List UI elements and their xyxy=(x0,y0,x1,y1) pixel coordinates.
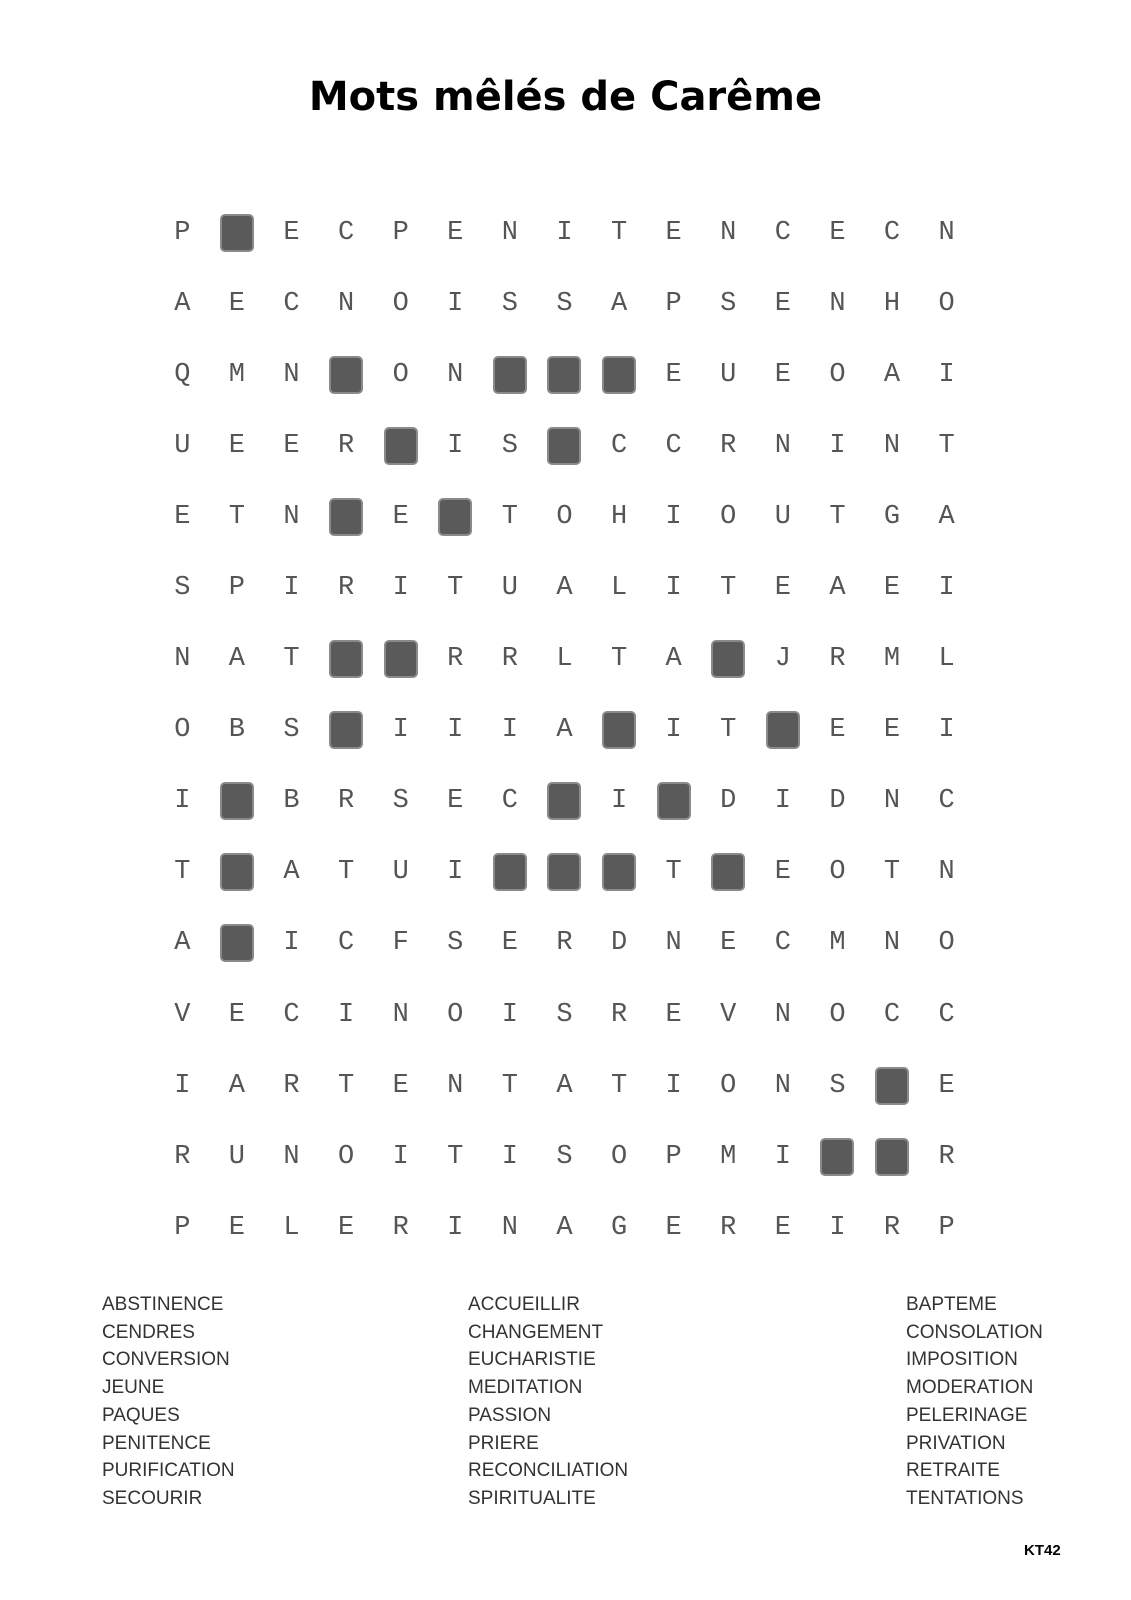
grid-letter: R xyxy=(174,1141,191,1172)
grid-letter: U xyxy=(174,430,191,461)
grid-letter: N xyxy=(501,217,518,248)
word-list-column-1 xyxy=(102,1291,235,1513)
grid-letter: I xyxy=(283,928,300,959)
block-square xyxy=(602,711,636,749)
grid-letter: T xyxy=(610,217,628,248)
grid-letter: T xyxy=(447,1141,464,1172)
grid-letter: D xyxy=(720,786,737,817)
grid-letter: E xyxy=(774,288,791,319)
grid-letter: A xyxy=(174,928,191,959)
grid-letter: I xyxy=(938,715,955,746)
grid-letter: N xyxy=(883,786,901,817)
blocked-cell xyxy=(373,624,428,695)
blocked-cell xyxy=(210,837,265,908)
page-title: Mots mêlés de Carême xyxy=(308,74,823,120)
blocked-cell xyxy=(210,908,265,979)
grid-letter: C xyxy=(337,217,355,248)
word-list-item: IMPOSITION xyxy=(906,1349,1018,1371)
grid-letter: O xyxy=(392,359,409,390)
grid-letter: A xyxy=(829,573,846,604)
grid-letter: E xyxy=(501,928,518,959)
grid-letter: E xyxy=(447,217,464,248)
word-list-item: RECONCILIATION xyxy=(468,1460,629,1482)
grid-letter: D xyxy=(829,786,846,817)
grid-letter: D xyxy=(610,928,628,959)
grid-letter: T xyxy=(610,644,628,675)
grid-letter: U xyxy=(774,501,791,532)
grid-letter: A xyxy=(228,644,245,675)
grid-letter: R xyxy=(720,1212,737,1243)
grid-letter: E xyxy=(228,1212,245,1243)
grid-letter: M xyxy=(228,359,245,390)
grid-letter: I xyxy=(501,715,518,746)
grid-letter: P xyxy=(665,288,682,319)
word-list-item: RETRAITE xyxy=(906,1460,1000,1482)
grid-letter: U xyxy=(228,1141,245,1172)
grid-letter: C xyxy=(938,999,955,1030)
grid-letter: N xyxy=(883,430,901,461)
grid-letter: E xyxy=(283,217,300,248)
grid-letter: P xyxy=(392,217,409,248)
grid-letter: E xyxy=(283,430,300,461)
grid-letter: I xyxy=(447,1212,464,1243)
grid-letter: I xyxy=(665,501,682,532)
grid-letter: B xyxy=(228,715,245,746)
block-square xyxy=(220,214,254,252)
blocked-cell xyxy=(537,766,592,837)
grid-letter: O xyxy=(337,1141,355,1172)
grid-letter: I xyxy=(174,1070,191,1101)
grid-letter: I xyxy=(447,430,464,461)
grid-letter: C xyxy=(283,999,300,1030)
grid-letter: O xyxy=(720,501,737,532)
grid-letter: E xyxy=(337,1212,355,1243)
grid-letter: E xyxy=(228,288,245,319)
grid-letter: U xyxy=(392,857,409,888)
grid-letter: E xyxy=(665,1212,682,1243)
grid-letter: I xyxy=(447,288,464,319)
grid-letter: C xyxy=(665,430,682,461)
grid-letter: I xyxy=(829,430,846,461)
blocked-cell xyxy=(537,339,592,410)
grid-letter: T xyxy=(720,573,737,604)
grid-letter: I xyxy=(392,715,409,746)
grid-letter: I xyxy=(610,786,628,817)
grid-letter: A xyxy=(883,359,901,390)
block-square xyxy=(493,853,527,891)
grid-letter: T xyxy=(501,1070,518,1101)
grid-letter: C xyxy=(883,999,901,1030)
grid-letter: N xyxy=(392,999,409,1030)
block-square xyxy=(329,498,363,536)
grid-letter: N xyxy=(283,359,300,390)
grid-letter: E xyxy=(392,501,409,532)
word-list-item: PASSION xyxy=(468,1404,552,1426)
block-square xyxy=(602,853,636,891)
grid-letter: C xyxy=(774,928,791,959)
grid-letter: O xyxy=(938,288,955,319)
grid-letter: V xyxy=(174,999,191,1030)
grid-letter: E xyxy=(665,999,682,1030)
word-list-item: ABSTINENCE xyxy=(102,1294,224,1315)
grid-letter: H xyxy=(610,501,628,532)
grid-letter: S xyxy=(556,1141,573,1172)
block-square xyxy=(547,427,581,465)
grid-letter: S xyxy=(501,430,518,461)
grid-letter: E xyxy=(774,573,791,604)
grid-letter: M xyxy=(883,644,901,675)
grid-letter: A xyxy=(665,644,682,675)
grid-letter: A xyxy=(228,1070,245,1101)
grid-letter: C xyxy=(610,430,628,461)
blocked-cell xyxy=(537,837,592,908)
grid-letter: N xyxy=(447,359,464,390)
blocked-cell xyxy=(646,766,701,837)
grid-letter: S xyxy=(720,288,737,319)
block-square xyxy=(602,356,636,394)
grid-letter: C xyxy=(774,217,791,248)
grid-letter: R xyxy=(610,999,628,1030)
word-list-item: SECOURIR xyxy=(102,1487,203,1509)
grid-letter: L xyxy=(938,644,955,675)
grid-letter: L xyxy=(283,1212,300,1243)
grid-letter: P xyxy=(174,217,191,248)
grid-letter: C xyxy=(283,288,300,319)
word-list-item: CENDRES xyxy=(102,1321,195,1343)
grid-letter: L xyxy=(610,573,628,604)
block-square xyxy=(329,640,363,678)
grid-letter: E xyxy=(665,217,682,248)
word-list-item: JEUNE xyxy=(102,1377,165,1399)
grid-letter: E xyxy=(720,928,737,959)
grid-letter: I xyxy=(501,1141,518,1172)
grid-letter: N xyxy=(283,501,300,532)
grid-letter: O xyxy=(938,928,955,959)
grid-letter: A xyxy=(556,1212,573,1243)
grid-letter: P xyxy=(174,1212,191,1243)
grid-letter: N xyxy=(883,928,901,959)
grid-letter: N xyxy=(174,644,191,675)
word-list-item: PURIFICATION xyxy=(102,1460,235,1482)
word-list-item: PRIVATION xyxy=(906,1432,1006,1454)
word-list-item: BAPTEME xyxy=(906,1294,997,1315)
grid-letter: C xyxy=(883,217,901,248)
block-square xyxy=(220,853,254,891)
grid-letter: R xyxy=(501,644,518,675)
grid-letter: I xyxy=(337,999,355,1030)
grid-letter: O xyxy=(392,288,409,319)
blocked-cell xyxy=(319,695,374,766)
grid-letter: H xyxy=(883,288,901,319)
grid-letter: P xyxy=(228,573,245,604)
block-square xyxy=(657,782,691,820)
block-square xyxy=(220,924,254,962)
grid-letter: S xyxy=(283,715,300,746)
word-list-item: SPIRITUALITE xyxy=(468,1487,596,1509)
blocked-cell xyxy=(592,837,647,908)
grid-letter: M xyxy=(829,928,846,959)
grid-letter: C xyxy=(337,928,355,959)
block-square xyxy=(820,1138,854,1176)
grid-letter: T xyxy=(447,573,464,604)
grid-letter: I xyxy=(174,786,191,817)
grid-letter: S xyxy=(556,999,573,1030)
grid-letter: U xyxy=(720,359,737,390)
block-square xyxy=(711,640,745,678)
word-list-item: MODERATION xyxy=(906,1377,1034,1399)
block-square xyxy=(438,498,472,536)
grid-letter: E xyxy=(228,999,245,1030)
grid-letter: N xyxy=(774,1070,791,1101)
grid-letter: I xyxy=(665,573,682,604)
grid-letter: A xyxy=(938,501,955,532)
blocked-cell xyxy=(319,624,374,695)
blocked-cell xyxy=(373,410,428,481)
grid-letter: N xyxy=(665,928,682,959)
grid-letter: I xyxy=(501,999,518,1030)
grid-letter: R xyxy=(829,644,846,675)
grid-letter: E xyxy=(447,786,464,817)
grid-letter: G xyxy=(883,501,901,532)
blocked-cell xyxy=(592,339,647,410)
grid-letter: O xyxy=(610,1141,628,1172)
grid-letter: I xyxy=(938,359,955,390)
grid-letter: N xyxy=(283,1141,300,1172)
grid-letter: N xyxy=(447,1070,464,1101)
grid-letter: E xyxy=(774,857,791,888)
word-list-item: ACCUEILLIR xyxy=(468,1294,580,1315)
grid-letter: A xyxy=(556,715,573,746)
grid-letter: N xyxy=(720,217,737,248)
block-square xyxy=(875,1138,909,1176)
grid-letter: N xyxy=(938,857,955,888)
grid-letter: I xyxy=(665,715,682,746)
block-square xyxy=(329,356,363,394)
grid-letter: R xyxy=(938,1141,955,1172)
blocked-cell xyxy=(865,1050,920,1121)
grid-letter: R xyxy=(556,928,573,959)
grid-letter: T xyxy=(228,501,245,532)
grid-letter: I xyxy=(392,573,409,604)
grid-letter: R xyxy=(337,786,355,817)
grid-letter: A xyxy=(283,857,300,888)
grid-letter: E xyxy=(392,1070,409,1101)
grid-letter: T xyxy=(283,644,300,675)
grid-letter: U xyxy=(501,573,518,604)
grid-letter: E xyxy=(665,359,682,390)
document-code: KT42 xyxy=(1024,1542,1061,1559)
word-list-column-2 xyxy=(468,1291,628,1513)
grid-letter: N xyxy=(337,288,355,319)
blocked-cell xyxy=(483,837,538,908)
grid-letter: J xyxy=(774,644,791,675)
grid-letter: I xyxy=(774,1141,791,1172)
grid-letter: S xyxy=(501,288,518,319)
block-square xyxy=(547,853,581,891)
word-list-column-3 xyxy=(906,1291,1043,1513)
blocked-cell xyxy=(210,197,265,268)
grid-letter: O xyxy=(829,999,846,1030)
word-list-item: MEDITATION xyxy=(468,1377,583,1399)
grid-letter: E xyxy=(774,359,791,390)
blocked-cell xyxy=(537,410,592,481)
grid-letter: Q xyxy=(174,359,191,390)
grid-letter: E xyxy=(774,1212,791,1243)
blocked-cell xyxy=(592,695,647,766)
block-square xyxy=(493,356,527,394)
grid-letter: V xyxy=(720,999,737,1030)
blocked-cell xyxy=(319,339,374,410)
grid-letter: E xyxy=(228,430,245,461)
word-list-item: PRIERE xyxy=(468,1432,539,1454)
grid-letter: I xyxy=(392,1141,409,1172)
grid-letter: R xyxy=(337,573,355,604)
grid-letter: I xyxy=(938,573,955,604)
grid-letter: I xyxy=(829,1212,846,1243)
grid-letter: I xyxy=(447,715,464,746)
grid-letter: S xyxy=(447,928,464,959)
grid-letter: T xyxy=(883,857,901,888)
block-square xyxy=(711,853,745,891)
grid-letter: R xyxy=(883,1212,901,1243)
blocked-cell xyxy=(319,481,374,552)
grid-letter: T xyxy=(665,857,682,888)
grid-letter: E xyxy=(883,715,901,746)
word-list-item: PAQUES xyxy=(102,1404,180,1426)
grid-letter: C xyxy=(938,786,955,817)
word-list-item: TENTATIONS xyxy=(906,1487,1024,1509)
grid-letter: N xyxy=(501,1212,518,1243)
grid-letter: F xyxy=(392,928,409,959)
block-square xyxy=(766,711,800,749)
grid-letter: O xyxy=(829,857,846,888)
grid-letter: I xyxy=(556,217,573,248)
grid-letter: S xyxy=(829,1070,846,1101)
block-square xyxy=(875,1067,909,1105)
grid-letter: R xyxy=(392,1212,409,1243)
word-list-item: PELERINAGE xyxy=(906,1404,1028,1426)
grid-letter: C xyxy=(501,786,518,817)
grid-letter: N xyxy=(938,217,955,248)
block-square xyxy=(547,782,581,820)
grid-letter: T xyxy=(938,430,955,461)
blocked-cell xyxy=(810,1121,865,1192)
word-search-grid xyxy=(155,197,975,1264)
grid-letter: R xyxy=(720,430,737,461)
grid-letter: O xyxy=(720,1070,737,1101)
blocked-cell xyxy=(756,695,811,766)
grid-letter: I xyxy=(283,573,300,604)
grid-letter: E xyxy=(829,217,846,248)
grid-letter: O xyxy=(829,359,846,390)
grid-letter: T xyxy=(337,1070,355,1101)
word-list-item: CONSOLATION xyxy=(906,1321,1043,1343)
word-list-item: CHANGEMENT xyxy=(468,1321,604,1343)
block-square xyxy=(547,356,581,394)
grid-letter: S xyxy=(556,288,573,319)
grid-letter: L xyxy=(556,644,573,675)
grid-letter: O xyxy=(447,999,464,1030)
block-square xyxy=(384,427,418,465)
grid-letter: E xyxy=(829,715,846,746)
grid-letter: A xyxy=(556,573,573,604)
block-square xyxy=(220,782,254,820)
grid-letter: N xyxy=(774,430,791,461)
blocked-cell xyxy=(428,481,483,552)
grid-letter: R xyxy=(337,430,355,461)
grid-letter: I xyxy=(774,786,791,817)
grid-letter: S xyxy=(174,573,191,604)
grid-letter: N xyxy=(829,288,846,319)
grid-letter: E xyxy=(883,573,901,604)
grid-letter: S xyxy=(392,786,409,817)
grid-letter: A xyxy=(556,1070,573,1101)
grid-letter: P xyxy=(665,1141,682,1172)
grid-letter: I xyxy=(665,1070,682,1101)
grid-letter: O xyxy=(556,501,573,532)
block-square xyxy=(384,640,418,678)
grid-letter: T xyxy=(337,857,355,888)
grid-letter: T xyxy=(720,715,737,746)
blocked-cell xyxy=(701,837,756,908)
grid-letter: G xyxy=(610,1212,628,1243)
blocked-cell xyxy=(483,339,538,410)
word-list-item: EUCHARISTIE xyxy=(468,1349,596,1371)
blocked-cell xyxy=(210,766,265,837)
grid-letter: N xyxy=(774,999,791,1030)
grid-letter: A xyxy=(610,288,628,319)
grid-letter: B xyxy=(283,786,300,817)
grid-letter: T xyxy=(610,1070,628,1101)
word-list-item: PENITENCE xyxy=(102,1432,211,1454)
grid-letter: E xyxy=(174,501,191,532)
grid-letter: E xyxy=(938,1070,955,1101)
blocked-cell xyxy=(865,1121,920,1192)
grid-letter: T xyxy=(501,501,518,532)
grid-letter: A xyxy=(174,288,191,319)
grid-letter: T xyxy=(174,857,191,888)
grid-letter: P xyxy=(938,1212,955,1243)
grid-letter: R xyxy=(283,1070,300,1101)
block-square xyxy=(329,711,363,749)
grid-letter: O xyxy=(174,715,191,746)
grid-letter: R xyxy=(447,644,464,675)
grid-letter: M xyxy=(720,1141,737,1172)
grid-letter: T xyxy=(829,501,846,532)
grid-letter: I xyxy=(447,857,464,888)
word-list-item: CONVERSION xyxy=(102,1349,230,1371)
blocked-cell xyxy=(701,624,756,695)
